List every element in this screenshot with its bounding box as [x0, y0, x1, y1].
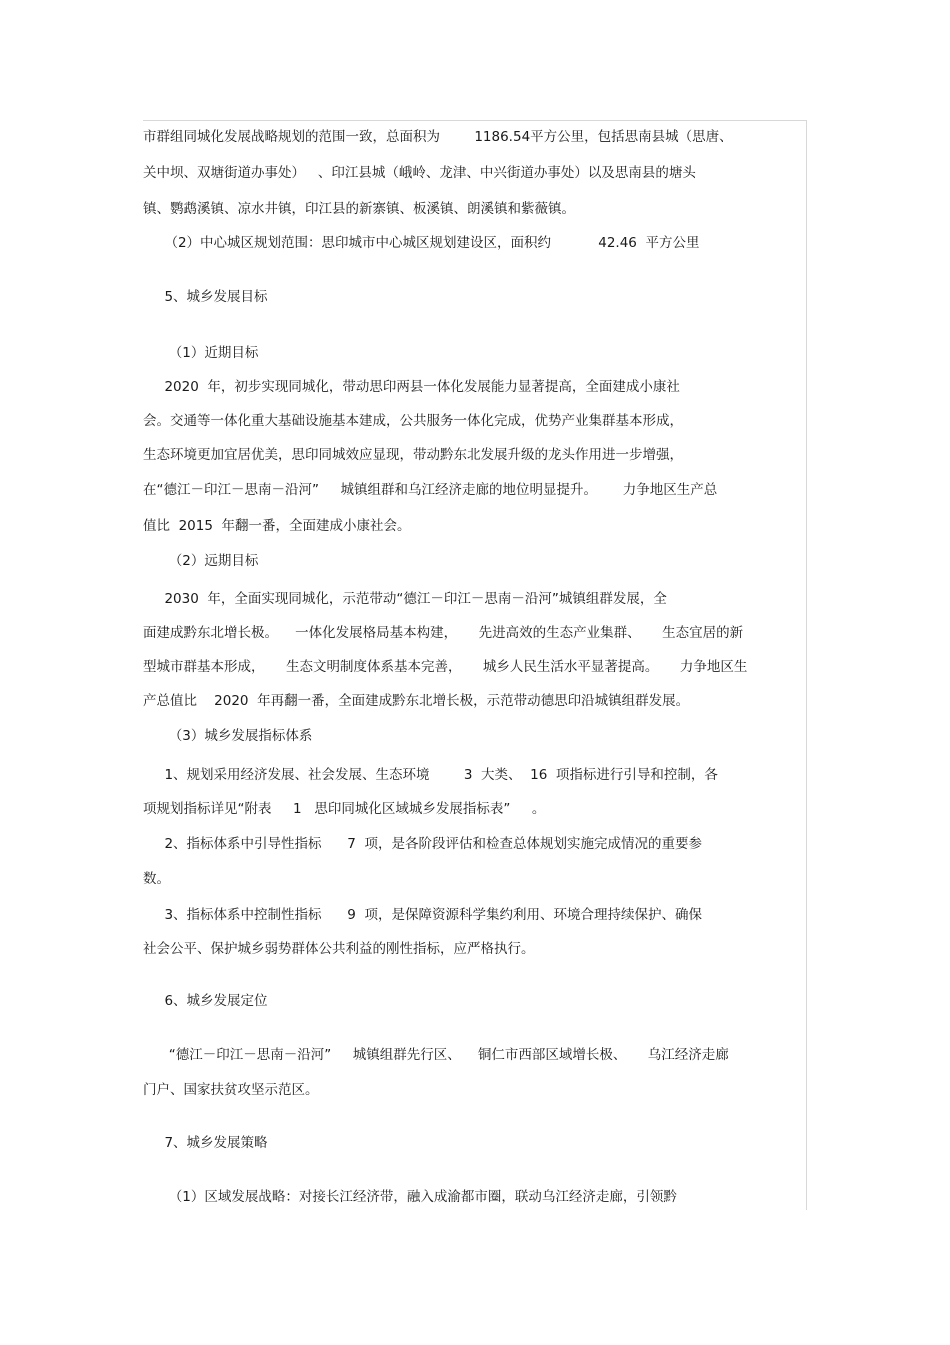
- body-text-line: 1、规划采用经济发展、社会发展、生态环境 3 大类、 16 项指标进行引导和控制，各: [143, 767, 718, 783]
- body-text-line: （1）区域发展战略：对接长江经济带，融入成渝都市圈，联动乌江经济走廊，引领黔: [143, 1189, 677, 1205]
- body-text-line: 在“德江－印江－思南－沿河” 城镇组群和乌江经济走廊的地位明显提升。 力争地区生产总: [143, 482, 718, 498]
- body-text-line: 产总值比 2020 年再翻一番，全面建成黔东北增长极，示范带动德思印沿城镇组群发展。: [143, 693, 690, 709]
- body-text-line: 面建成黔东北增长极。 一体化发展格局基本构建， 先进高效的生态产业集群、 生态宜居的新: [143, 625, 744, 641]
- subsection-heading: （3）城乡发展指标体系: [143, 728, 313, 744]
- body-text-line: 3、指标体系中控制性指标 9 项，是保障资源科学集约利用、环境合理持续保护、确保: [143, 907, 702, 923]
- body-text-line: 会。交通等一体化重大基础设施基本建成，公共服务一体化完成，优势产业集群基本形成，: [143, 413, 683, 429]
- body-text-line: 数。: [143, 871, 170, 887]
- body-text-line: 市群组同城化发展战略规划的范围一致，总面积为 1186.54平方公里，包括思南县城（思唐、: [143, 129, 733, 145]
- body-text-line: 2030 年，全面实现同城化，示范带动“德江－印江－思南－沿河”城镇组群发展，全: [143, 591, 667, 607]
- section-heading: 7、城乡发展策略: [143, 1135, 268, 1151]
- section-heading: 5、城乡发展目标: [143, 289, 268, 305]
- subsection-heading: （2）远期目标: [143, 553, 259, 569]
- body-text-line: “德江－印江－思南－沿河” 城镇组群先行区、 铜仁市西部区域增长极、 乌江经济走廊: [143, 1047, 729, 1063]
- body-text-line: 社会公平、保护城乡弱势群体公共利益的刚性指标，应严格执行。: [143, 941, 535, 957]
- page-border-right: [806, 120, 807, 1210]
- body-text-line: 生态环境更加宜居优美，思印同城效应显现，带动黔东北发展升级的龙头作用进一步增强，: [143, 447, 683, 463]
- body-text-line: 关中坝、双塘街道办事处） 、印江县城（峨岭、龙津、中兴街道办事处）以及思南县的塘头: [143, 165, 696, 181]
- section-heading: 6、城乡发展定位: [143, 993, 268, 1009]
- page-border-top: [143, 120, 807, 121]
- body-text-line: 2、指标体系中引导性指标 7 项，是各阶段评估和检查总体规划实施完成情况的重要参: [143, 836, 702, 852]
- subsection-heading: （1）近期目标: [143, 345, 259, 361]
- body-text-line: 门户、国家扶贫攻坚示范区。: [143, 1082, 319, 1098]
- body-text-line: （2）中心城区规划范围：思印城市中心城区规划建设区，面积约 42.46 平方公里: [143, 235, 700, 251]
- body-text-line: 2020 年，初步实现同城化，带动思印两县一体化发展能力显著提高，全面建成小康社: [143, 379, 680, 395]
- body-text-line: 镇、鹦鹉溪镇、凉水井镇，印江县的新寨镇、板溪镇、朗溪镇和紫薇镇。: [143, 201, 575, 217]
- body-text-line: 型城市群基本形成， 生态文明制度体系基本完善， 城乡人民生活水平显著提高。 力争地区生: [143, 659, 748, 675]
- body-text-line: 项规划指标详见“附表 1 思印同城化区域城乡发展指标表” 。: [143, 801, 546, 817]
- body-text-line: 值比 2015 年翻一番，全面建成小康社会。: [143, 518, 411, 534]
